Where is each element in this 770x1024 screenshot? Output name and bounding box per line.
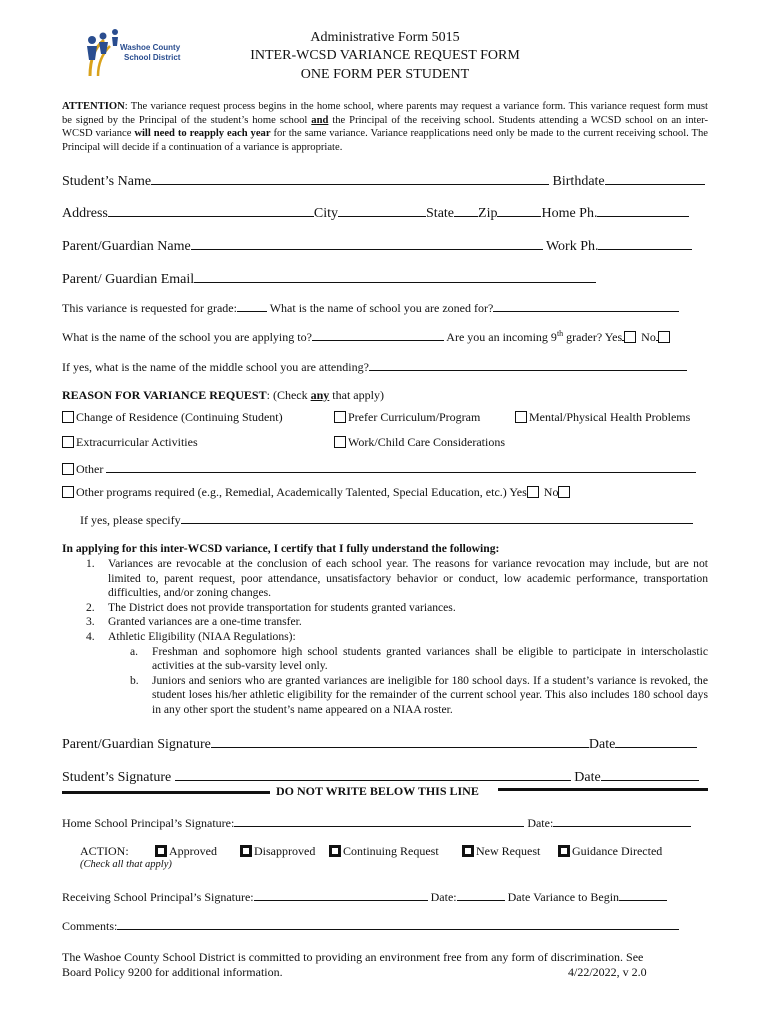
other-reason-field[interactable] xyxy=(106,460,696,473)
specify-field[interactable] xyxy=(181,511,693,524)
action-new-request[interactable]: New Request xyxy=(462,844,540,859)
certify-sub-a: a. Freshman and sophomore high school students granted variances shall be eligible to participate in interscholastic activities at the sub-varsity level only. xyxy=(130,644,708,673)
checkbox[interactable] xyxy=(155,845,167,857)
reason-work-childcare[interactable]: Work/Child Care Considerations xyxy=(334,435,505,450)
parent-date-field[interactable] xyxy=(615,735,697,748)
grade-row: This variance is requested for grade: What is the name of school you are zoned for? xyxy=(62,299,679,316)
action-continuing[interactable]: Continuing Request xyxy=(329,844,439,859)
checkbox[interactable] xyxy=(62,436,74,448)
checkbox[interactable] xyxy=(62,463,74,475)
parent-signature-row: Parent/Guardian Signature Date xyxy=(62,735,697,753)
reason-other[interactable]: Other xyxy=(62,460,696,477)
action-approved[interactable]: Approved xyxy=(155,844,217,859)
date-variance-begin-field[interactable] xyxy=(619,888,667,901)
reason-heading: REASON FOR VARIANCE REQUEST: (Check any that apply) xyxy=(62,388,384,402)
logo-line-1: Washoe County xyxy=(120,43,181,52)
reason-extracurricular[interactable]: Extracurricular Activities xyxy=(62,435,198,450)
programs-yes-checkbox[interactable] xyxy=(527,486,539,498)
checkbox[interactable] xyxy=(462,845,474,857)
checkbox[interactable] xyxy=(329,845,341,857)
middle-school-row: If yes, what is the name of the middle school you are attending? xyxy=(62,358,687,375)
attention-paragraph: ATTENTION: The variance request process begins in the home school, where parents may request a variance form. This variance request form must be signed by the Principal of the student’s home school and the Principal of the receiving school. Students attending a WCSD school on an inter-WCSD variance will need to reapply each year for the same variance. Variance reapplications need only be made to the current receiving school. The Principal will decide if a continuation of a variance is appropriate. xyxy=(62,101,709,153)
student-signature-row: Student’s Signature Date xyxy=(62,768,699,786)
home-principal-signature-field[interactable] xyxy=(234,814,524,827)
zoned-school-field[interactable] xyxy=(493,299,679,312)
student-name-row: Student’s Name Birthdate xyxy=(62,172,705,190)
student-date-field[interactable] xyxy=(601,768,699,781)
checkbox[interactable] xyxy=(515,411,527,423)
parent-email-field[interactable] xyxy=(194,270,596,283)
action-guidance[interactable]: Guidance Directed xyxy=(558,844,662,859)
checkbox[interactable] xyxy=(334,436,346,448)
ninth-no-checkbox[interactable] xyxy=(658,331,670,343)
attention-label: ATTENTION xyxy=(62,101,125,112)
checkbox[interactable] xyxy=(558,845,570,857)
student-signature-field[interactable] xyxy=(175,768,571,781)
separator-line-right xyxy=(498,788,708,791)
reason-change-residence[interactable]: Change of Residence (Continuing Student) xyxy=(62,410,283,425)
reason-health[interactable]: Mental/Physical Health Problems xyxy=(515,410,690,425)
checkbox[interactable] xyxy=(62,411,74,423)
action-label: ACTION: xyxy=(80,844,129,858)
certify-sub-b: b. Juniors and seniors who are granted variances are ineligible for 180 school days. If a student’s variance is revoked, the student loses his/her athletic eligibility for the remainder of the current school year. This also includes 180 school days in any other sport the student’s name appeared on a NIAA roster. xyxy=(130,673,708,716)
zip-field[interactable] xyxy=(497,204,541,217)
footer-line-2: Board Policy 9200 for additional information. xyxy=(62,965,283,979)
reason-prefer-curriculum[interactable]: Prefer Curriculum/Program xyxy=(334,410,480,425)
reason-other-programs[interactable]: Other programs required (e.g., Remedial, Academically Talented, Special Education, etc.) Yes No xyxy=(62,485,572,500)
programs-no-checkbox[interactable] xyxy=(558,486,570,498)
check-all-note: (Check all that apply) xyxy=(80,859,172,870)
applying-row: What is the name of the school you are applying to? Are you an incoming 9th grader? Yes No xyxy=(62,328,672,345)
certify-heading: In applying for this inter-WCSD variance, I certify that I fully understand the following: xyxy=(62,542,500,555)
certify-item-4: 4. Athletic Eligibility (NIAA Regulations): xyxy=(86,629,296,643)
applying-school-field[interactable] xyxy=(312,328,444,341)
specify-row: If yes, please specify xyxy=(80,511,693,528)
logo-line-2: School District xyxy=(124,53,181,62)
student-name-field[interactable] xyxy=(151,172,549,185)
city-field[interactable] xyxy=(338,204,426,217)
form-number: Administrative Form 5015 xyxy=(310,30,460,45)
separator-text: DO NOT WRITE BELOW THIS LINE xyxy=(276,784,479,798)
checkbox[interactable] xyxy=(240,845,252,857)
certify-item-2: 2. The District does not provide transportation for students granted variances. xyxy=(86,600,456,614)
home-phone-field[interactable] xyxy=(597,204,689,217)
state-field[interactable] xyxy=(454,204,478,217)
parent-name-field[interactable] xyxy=(191,237,543,250)
parent-name-row: Parent/Guardian Name Work Ph. xyxy=(62,237,692,255)
footer-line-1: The Washoe County School District is committed to providing an environment free from any form of discrimination. See xyxy=(62,950,644,964)
receiving-principal-row: Receiving School Principal’s Signature: Date: Date Variance to Begin xyxy=(62,888,667,905)
certify-item-1: 1. Variances are revocable at the conclusion of each school year. The reasons for variance revocation may include, but are not limited to, parent request, poor attendance, unsatisfactory behavior or conduct, low academic performance, transportation difficulties, and/or zoning changes. xyxy=(86,557,708,600)
checkbox[interactable] xyxy=(334,411,346,423)
birthdate-field[interactable] xyxy=(605,172,705,185)
work-phone-field[interactable] xyxy=(598,237,692,250)
middle-school-field[interactable] xyxy=(369,358,687,371)
home-principal-date-field[interactable] xyxy=(553,814,691,827)
ninth-yes-checkbox[interactable] xyxy=(624,331,636,343)
certify-item-3: 3. Granted variances are a one-time transfer. xyxy=(86,615,302,629)
form-title: INTER-WCSD VARIANCE REQUEST FORM xyxy=(250,48,520,63)
receiving-principal-date-field[interactable] xyxy=(457,888,505,901)
comments-row: Comments: xyxy=(62,917,679,934)
address-row: Address City State Zip Home Ph. xyxy=(62,204,689,222)
comments-field[interactable] xyxy=(117,917,679,930)
address-field[interactable] xyxy=(108,204,314,217)
checkbox[interactable] xyxy=(62,486,74,498)
action-disapproved[interactable]: Disapproved xyxy=(240,844,315,859)
form-subtitle: ONE FORM PER STUDENT xyxy=(300,67,470,82)
receiving-principal-signature-field[interactable] xyxy=(254,888,428,901)
grade-field[interactable] xyxy=(237,299,267,312)
certify-list xyxy=(62,557,708,718)
home-principal-row: Home School Principal’s Signature: Date: xyxy=(62,814,691,831)
parent-signature-field[interactable] xyxy=(211,735,589,748)
footer-version: 4/22/2022, v 2.0 xyxy=(568,965,647,979)
separator-line-left xyxy=(62,791,270,794)
parent-email-row: Parent/ Guardian Email xyxy=(62,270,596,288)
